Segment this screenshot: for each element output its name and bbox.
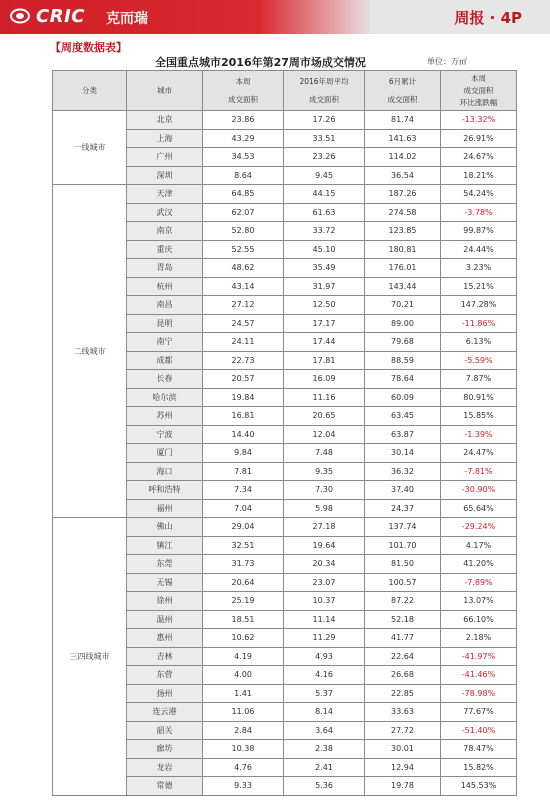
avg-area-cell: 10.37	[284, 592, 365, 611]
avg-area-cell: 17.44	[284, 333, 365, 352]
change-cell: -51.40%	[441, 721, 517, 740]
avg-area-cell: 3.64	[284, 721, 365, 740]
week-area-cell: 52.55	[203, 240, 284, 259]
week-area-cell: 4.00	[203, 666, 284, 685]
june-area-cell: 24.37	[365, 499, 441, 518]
change-cell: 4.17%	[441, 536, 517, 555]
june-area-cell: 123.85	[365, 222, 441, 241]
change-cell: -30.90%	[441, 481, 517, 500]
unit-label: 单位：万㎡	[427, 57, 467, 66]
change-cell: 7.87%	[441, 370, 517, 389]
week-area-cell: 32.51	[203, 536, 284, 555]
market-table	[52, 70, 517, 796]
week-area-cell: 64.85	[203, 185, 284, 204]
avg-area-cell: 20.65	[284, 407, 365, 426]
week-area-cell: 22.73	[203, 351, 284, 370]
avg-area-cell: 19.64	[284, 536, 365, 555]
col-header-city: 城市	[127, 71, 203, 111]
change-cell: -3.78%	[441, 203, 517, 222]
city-cell: 常德	[127, 777, 203, 796]
week-area-cell: 9.33	[203, 777, 284, 796]
city-cell: 徐州	[127, 592, 203, 611]
week-area-cell: 10.38	[203, 740, 284, 759]
week-area-cell: 7.34	[203, 481, 284, 500]
avg-area-cell: 12.04	[284, 425, 365, 444]
june-area-cell: 36.32	[365, 462, 441, 481]
city-cell: 成都	[127, 351, 203, 370]
city-cell: 青岛	[127, 259, 203, 278]
change-cell: -1.39%	[441, 425, 517, 444]
week-area-cell: 9.84	[203, 444, 284, 463]
col-header-june-area: 6月累计 成交面积	[365, 71, 441, 111]
change-cell: 15.82%	[441, 758, 517, 777]
avg-area-cell: 27.18	[284, 518, 365, 537]
week-area-cell: 20.57	[203, 370, 284, 389]
avg-area-cell: 7.48	[284, 444, 365, 463]
change-cell: -41.46%	[441, 666, 517, 685]
week-area-cell: 31.73	[203, 555, 284, 574]
week-area-cell: 34.53	[203, 148, 284, 167]
avg-area-cell: 12.50	[284, 296, 365, 315]
week-area-cell: 23.86	[203, 111, 284, 130]
category-cell: 二线城市	[53, 185, 127, 518]
june-area-cell: 63.45	[365, 407, 441, 426]
avg-area-cell: 9.35	[284, 462, 365, 481]
page-header	[0, 0, 550, 34]
week-area-cell: 20.64	[203, 573, 284, 592]
june-area-cell: 22.64	[365, 647, 441, 666]
june-area-cell: 60.09	[365, 388, 441, 407]
avg-area-cell: 8.14	[284, 703, 365, 722]
city-cell: 厦门	[127, 444, 203, 463]
avg-area-cell: 61.63	[284, 203, 365, 222]
city-cell: 福州	[127, 499, 203, 518]
change-cell: 24.47%	[441, 444, 517, 463]
june-area-cell: 12.94	[365, 758, 441, 777]
week-area-cell: 4.76	[203, 758, 284, 777]
category-cell: 一线城市	[53, 111, 127, 185]
avg-area-cell: 5.37	[284, 684, 365, 703]
june-area-cell: 88.59	[365, 351, 441, 370]
avg-area-cell: 2.41	[284, 758, 365, 777]
col-header-avg-area: 2016年周平均 成交面积	[284, 71, 365, 111]
week-area-cell: 16.81	[203, 407, 284, 426]
june-area-cell: 30.01	[365, 740, 441, 759]
city-cell: 天津	[127, 185, 203, 204]
week-area-cell: 1.41	[203, 684, 284, 703]
june-area-cell: 19.78	[365, 777, 441, 796]
change-cell: 3.23%	[441, 259, 517, 278]
city-cell: 深圳	[127, 166, 203, 185]
change-cell: 2.18%	[441, 629, 517, 648]
week-area-cell: 24.57	[203, 314, 284, 333]
change-cell: -7.89%	[441, 573, 517, 592]
avg-area-cell: 2.38	[284, 740, 365, 759]
city-cell: 长春	[127, 370, 203, 389]
change-cell: 26.91%	[441, 129, 517, 148]
week-area-cell: 29.04	[203, 518, 284, 537]
june-area-cell: 180.81	[365, 240, 441, 259]
week-area-cell: 43.14	[203, 277, 284, 296]
june-area-cell: 187.26	[365, 185, 441, 204]
week-area-cell: 62.07	[203, 203, 284, 222]
june-area-cell: 52.18	[365, 610, 441, 629]
week-area-cell: 18.51	[203, 610, 284, 629]
city-cell: 镇江	[127, 536, 203, 555]
week-area-cell: 11.06	[203, 703, 284, 722]
city-cell: 北京	[127, 111, 203, 130]
category-cell: 三四线城市	[53, 518, 127, 796]
june-area-cell: 26.68	[365, 666, 441, 685]
avg-area-cell: 44.15	[284, 185, 365, 204]
change-cell: 41.20%	[441, 555, 517, 574]
week-area-cell: 8.64	[203, 166, 284, 185]
city-cell: 南宁	[127, 333, 203, 352]
june-area-cell: 30.14	[365, 444, 441, 463]
june-area-cell: 63.87	[365, 425, 441, 444]
logo-band	[0, 0, 370, 34]
change-cell: -7.81%	[441, 462, 517, 481]
week-area-cell: 10.62	[203, 629, 284, 648]
change-cell: -78.98%	[441, 684, 517, 703]
city-cell: 东莞	[127, 555, 203, 574]
change-cell: 145.53%	[441, 777, 517, 796]
change-cell: 66.10%	[441, 610, 517, 629]
june-area-cell: 101.70	[365, 536, 441, 555]
section-tag: 【周度数据表】	[50, 41, 127, 54]
change-cell: 78.47%	[441, 740, 517, 759]
city-cell: 武汉	[127, 203, 203, 222]
table-row	[53, 518, 517, 537]
june-area-cell: 79.68	[365, 333, 441, 352]
city-cell: 重庆	[127, 240, 203, 259]
city-cell: 连云港	[127, 703, 203, 722]
city-cell: 无锡	[127, 573, 203, 592]
city-cell: 杭州	[127, 277, 203, 296]
cric-logo-icon	[10, 8, 30, 24]
june-area-cell: 33.63	[365, 703, 441, 722]
june-area-cell: 114.02	[365, 148, 441, 167]
june-area-cell: 81.50	[365, 555, 441, 574]
avg-area-cell: 31.97	[284, 277, 365, 296]
col-header-week-area: 本周 成交面积	[203, 71, 284, 111]
june-area-cell: 81.74	[365, 111, 441, 130]
city-cell: 昆明	[127, 314, 203, 333]
city-cell: 韶关	[127, 721, 203, 740]
city-cell: 吉林	[127, 647, 203, 666]
june-area-cell: 70.21	[365, 296, 441, 315]
change-cell: 65.64%	[441, 499, 517, 518]
june-area-cell: 176.01	[365, 259, 441, 278]
avg-area-cell: 4.16	[284, 666, 365, 685]
june-area-cell: 27.72	[365, 721, 441, 740]
week-area-cell: 43.29	[203, 129, 284, 148]
week-area-cell: 7.04	[203, 499, 284, 518]
avg-area-cell: 5.36	[284, 777, 365, 796]
june-area-cell: 141.63	[365, 129, 441, 148]
logo-chinese-name: 克而瑞	[106, 11, 148, 27]
week-area-cell: 7.81	[203, 462, 284, 481]
june-area-cell: 89.00	[365, 314, 441, 333]
city-cell: 呼和浩特	[127, 481, 203, 500]
report-tag-text: 周报 · 4P	[454, 9, 522, 27]
change-cell: 54.24%	[441, 185, 517, 204]
city-cell: 哈尔滨	[127, 388, 203, 407]
week-area-cell: 2.84	[203, 721, 284, 740]
change-cell: 15.85%	[441, 407, 517, 426]
table-row	[53, 111, 517, 130]
avg-area-cell: 20.34	[284, 555, 365, 574]
city-cell: 苏州	[127, 407, 203, 426]
avg-area-cell: 9.45	[284, 166, 365, 185]
avg-area-cell: 11.16	[284, 388, 365, 407]
city-cell: 上海	[127, 129, 203, 148]
avg-area-cell: 33.51	[284, 129, 365, 148]
col-header-change: 本周 成交面积 环比涨跌幅	[441, 71, 517, 111]
table-body	[53, 111, 517, 796]
week-area-cell: 52.80	[203, 222, 284, 241]
change-cell: -13.32%	[441, 111, 517, 130]
city-cell: 扬州	[127, 684, 203, 703]
city-cell: 佛山	[127, 518, 203, 537]
report-tag	[370, 0, 550, 34]
june-area-cell: 41.77	[365, 629, 441, 648]
city-cell: 温州	[127, 610, 203, 629]
june-area-cell: 37.40	[365, 481, 441, 500]
city-cell: 东营	[127, 666, 203, 685]
avg-area-cell: 35.49	[284, 259, 365, 278]
avg-area-cell: 11.14	[284, 610, 365, 629]
june-area-cell: 100.57	[365, 573, 441, 592]
avg-area-cell: 4.93	[284, 647, 365, 666]
june-area-cell: 87.22	[365, 592, 441, 611]
city-cell: 宁波	[127, 425, 203, 444]
avg-area-cell: 33.72	[284, 222, 365, 241]
city-cell: 南京	[127, 222, 203, 241]
change-cell: 77.67%	[441, 703, 517, 722]
avg-area-cell: 45.10	[284, 240, 365, 259]
table-title: 全国重点城市2016年第27周市场成交情况	[155, 56, 366, 69]
june-area-cell: 36.54	[365, 166, 441, 185]
change-cell: 24.44%	[441, 240, 517, 259]
avg-area-cell: 11.29	[284, 629, 365, 648]
change-cell: 18.21%	[441, 166, 517, 185]
avg-area-cell: 23.07	[284, 573, 365, 592]
change-cell: 147.28%	[441, 296, 517, 315]
change-cell: -5.59%	[441, 351, 517, 370]
change-cell: -29.24%	[441, 518, 517, 537]
avg-area-cell: 17.26	[284, 111, 365, 130]
change-cell: 13.07%	[441, 592, 517, 611]
avg-area-cell: 5.98	[284, 499, 365, 518]
logo-text: CRIC	[36, 6, 85, 27]
avg-area-cell: 7.30	[284, 481, 365, 500]
week-area-cell: 48.62	[203, 259, 284, 278]
table-row	[53, 185, 517, 204]
city-cell: 惠州	[127, 629, 203, 648]
change-cell: 15.21%	[441, 277, 517, 296]
week-area-cell: 24.11	[203, 333, 284, 352]
change-cell: 99.87%	[441, 222, 517, 241]
city-cell: 龙岩	[127, 758, 203, 777]
change-cell: 80.91%	[441, 388, 517, 407]
june-area-cell: 143.44	[365, 277, 441, 296]
week-area-cell: 25.19	[203, 592, 284, 611]
week-area-cell: 27.12	[203, 296, 284, 315]
city-cell: 廊坊	[127, 740, 203, 759]
june-area-cell: 78.64	[365, 370, 441, 389]
june-area-cell: 22.85	[365, 684, 441, 703]
change-cell: -41.97%	[441, 647, 517, 666]
city-cell: 南昌	[127, 296, 203, 315]
change-cell: 24.67%	[441, 148, 517, 167]
avg-area-cell: 17.81	[284, 351, 365, 370]
avg-area-cell: 16.09	[284, 370, 365, 389]
june-area-cell: 274.58	[365, 203, 441, 222]
avg-area-cell: 23.26	[284, 148, 365, 167]
city-cell: 广州	[127, 148, 203, 167]
city-cell: 海口	[127, 462, 203, 481]
week-area-cell: 4.19	[203, 647, 284, 666]
week-area-cell: 19.84	[203, 388, 284, 407]
table-header-row	[53, 71, 517, 111]
change-cell: 6.13%	[441, 333, 517, 352]
change-cell: -11.86%	[441, 314, 517, 333]
june-area-cell: 137.74	[365, 518, 441, 537]
avg-area-cell: 17.17	[284, 314, 365, 333]
col-header-category: 分类	[53, 71, 127, 111]
week-area-cell: 14.40	[203, 425, 284, 444]
